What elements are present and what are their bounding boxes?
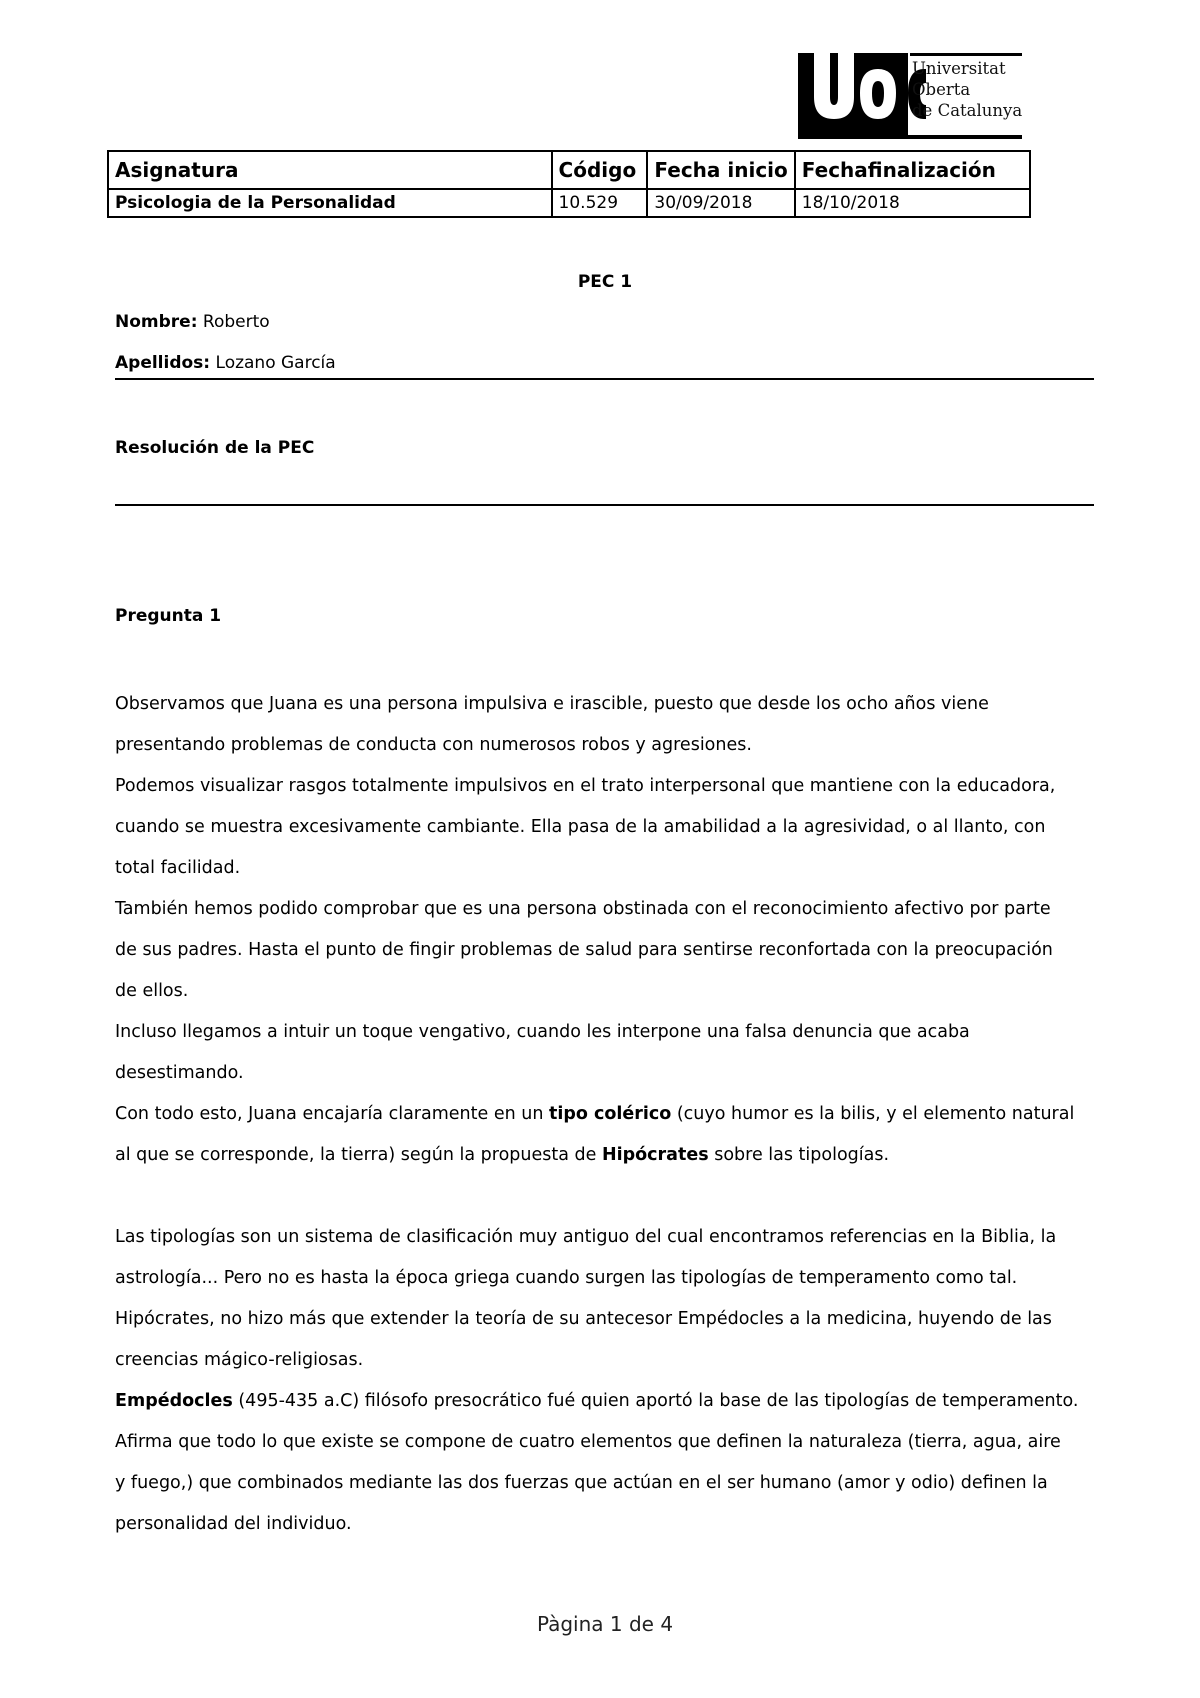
paragraph [115, 889, 1100, 1012]
cell-fecha-inicio: 30/09/2018 [647, 189, 794, 217]
paragraph [115, 1012, 1100, 1094]
paragraph [115, 1381, 1100, 1545]
bold-term: Hipócrates [601, 1145, 709, 1165]
line: Hipócrates, no hizo más que extender la teoría de su antecesor Empédocles a la medicina, huyendo de las [115, 1309, 1052, 1329]
line: Incluso llegamos a intuir un toque vengativo, cuando les interpone una falsa denuncia que acaba [115, 1022, 970, 1042]
line: personalidad del individuo. [115, 1514, 352, 1534]
cell-asignatura: Psicologia de la Personalidad [108, 189, 552, 217]
line: Observamos que Juana es una persona impulsiva e irascible, puesto que desde los ocho años viene [115, 694, 989, 714]
line: y fuego,) que combinados mediante las dos fuerzas que actúan en el ser humano (amor y odio) definen la [115, 1473, 1048, 1493]
paragraph [115, 766, 1100, 889]
paragraph [115, 1217, 1100, 1381]
text-run: al que se corresponde, la tierra) según la propuesta de [115, 1145, 602, 1165]
line: de ellos. [115, 981, 189, 1001]
header-asignatura: Asignatura [108, 151, 552, 189]
apellidos-value: Lozano García [215, 353, 336, 373]
table-header-row [108, 151, 1030, 189]
logo-line-3: de Catalunya [912, 101, 1023, 120]
cell-codigo: 10.529 [552, 189, 648, 217]
logo-line-1: Universitat [912, 59, 1006, 78]
nombre-label: Nombre: [115, 312, 198, 332]
table-row [108, 189, 1030, 217]
logo-wordmark [912, 58, 1022, 121]
logo-line-2: Oberta [912, 80, 971, 99]
header-codigo: Código [552, 151, 648, 189]
pec-title: PEC 1 [577, 272, 633, 292]
line: presentando problemas de conducta con numerosos robos y agresiones. [115, 735, 752, 755]
page-footer: Pàgina 1 de 4 [536, 1612, 674, 1636]
line: Podemos visualizar rasgos totalmente impulsivos en el trato interpersonal que mantiene con la educadora, [115, 776, 1056, 796]
line: creencias mágico-religiosas. [115, 1350, 364, 1370]
apellidos-field [115, 353, 336, 373]
header-fecha-inicio: Fecha inicio [647, 151, 794, 189]
apellidos-label: Apellidos: [115, 353, 211, 373]
line: Las tipologías son un sistema de clasificación muy antiguo del cual encontramos referencias en la Biblia, la [115, 1227, 1057, 1247]
bold-term: Empédocles [115, 1391, 233, 1411]
line: También hemos podido comprobar que es una persona obstinada con el reconocimiento afectivo por parte [115, 899, 1051, 919]
line: de sus padres. Hasta el punto de fingir problemas de salud para sentirse reconfortada con la preocupación [115, 940, 1053, 960]
resolucion-heading: Resolución de la PEC [115, 438, 315, 458]
line: astrología... Pero no es hasta la época griega cuando surgen las tipologías de temperamento como tal. [115, 1268, 1018, 1288]
divider-bottom [115, 504, 1094, 506]
line: total facilidad. [115, 858, 241, 878]
cell-fecha-finalizacion: 18/10/2018 [795, 189, 1030, 217]
line: desestimando. [115, 1063, 244, 1083]
course-info-table [107, 150, 1031, 218]
pregunta-heading: Pregunta 1 [115, 606, 222, 626]
divider-top [115, 378, 1094, 380]
text-run: sobre las tipologías. [708, 1145, 890, 1165]
paragraph [115, 684, 1100, 766]
line: Afirma que todo lo que existe se compone de cuatro elementos que definen la naturaleza (tierra, agua, aire [115, 1432, 1061, 1452]
nombre-field [115, 312, 270, 332]
header-fecha-finalizacion: Fechafinalización [795, 151, 1030, 189]
answer-body [115, 684, 1100, 1545]
text-run: (cuyo humor es la bilis, y el elemento natural [671, 1104, 1075, 1124]
text-run: Con todo esto, Juana encajaría claramente en un [115, 1104, 549, 1124]
paragraph-gap [115, 1176, 1100, 1217]
bold-term: tipo colérico [548, 1104, 672, 1124]
text-run: (495-435 a.C) filósofo presocrático fué quien aportó la base de las tipologías de temperamento. [232, 1391, 1079, 1411]
line: cuando se muestra excesivamente cambiante. Ella pasa de la amabilidad a la agresividad, o al llanto, con [115, 817, 1046, 837]
paragraph [115, 1094, 1100, 1176]
nombre-value: Roberto [202, 312, 270, 332]
